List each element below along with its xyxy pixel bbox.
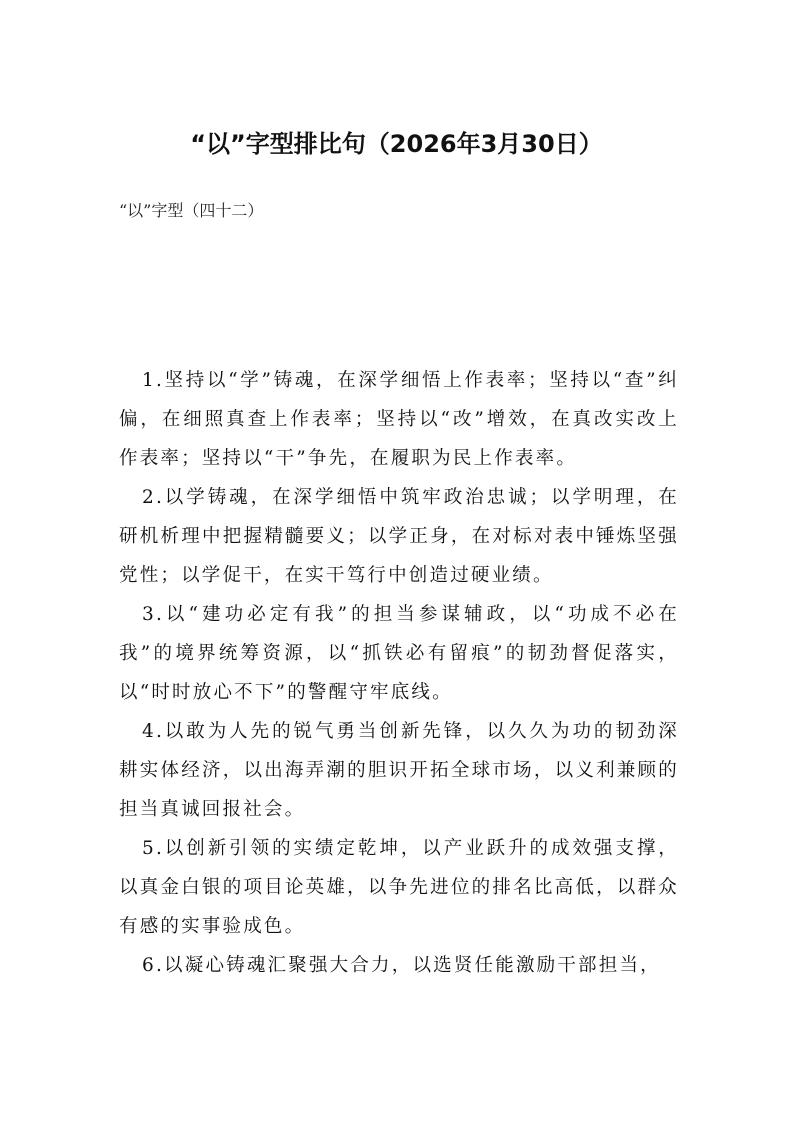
document-title: “以”字型排比句（2026年3月30日）	[190, 130, 603, 158]
paragraph-3: 3.以“建功必定有我”的担当参谋辅政，以“功成不必在我”的境界统筹资源，以“抓铁必有留痕”的韧劲督促落实，以“时时放心不下”的警醒守牢底线。	[119, 604, 679, 703]
paragraph-4: 4.以敢为人先的锐气勇当创新先锋，以久久为功的韧劲深耕实体经济，以出海弄潮的胆识开拓全球市场，以义利兼顾的担当真诚回报社会。	[119, 721, 679, 820]
paragraph-6: 6.以凝心铸魂汇聚强大合力，以选贤任能激励干部担当，	[142, 955, 661, 976]
paragraph-5: 5.以创新引领的实绩定乾坤，以产业跃升的成效强支撑，以真金白银的项目论英雄，以争先进位的排名比高低，以群众有感的实事验成色。	[119, 838, 679, 937]
paragraph-1: 1.坚持以“学”铸魂，在深学细悟上作表率；坚持以“查”纠偏，在细照真查上作表率；坚持以“改”增效，在真改实改上作表率；坚持以“干”争先，在履职为民上作表率。	[119, 370, 679, 469]
document-body	[119, 361, 679, 985]
document-subtitle: “以”字型（四十二）	[119, 201, 264, 220]
paragraph-2: 2.以学铸魂，在深学细悟中筑牢政治忠诚；以学明理，在研机析理中把握精髓要义；以学正身，在对标对表中锤炼坚强党性；以学促干，在实干笃行中创造过硬业绩。	[119, 487, 679, 586]
